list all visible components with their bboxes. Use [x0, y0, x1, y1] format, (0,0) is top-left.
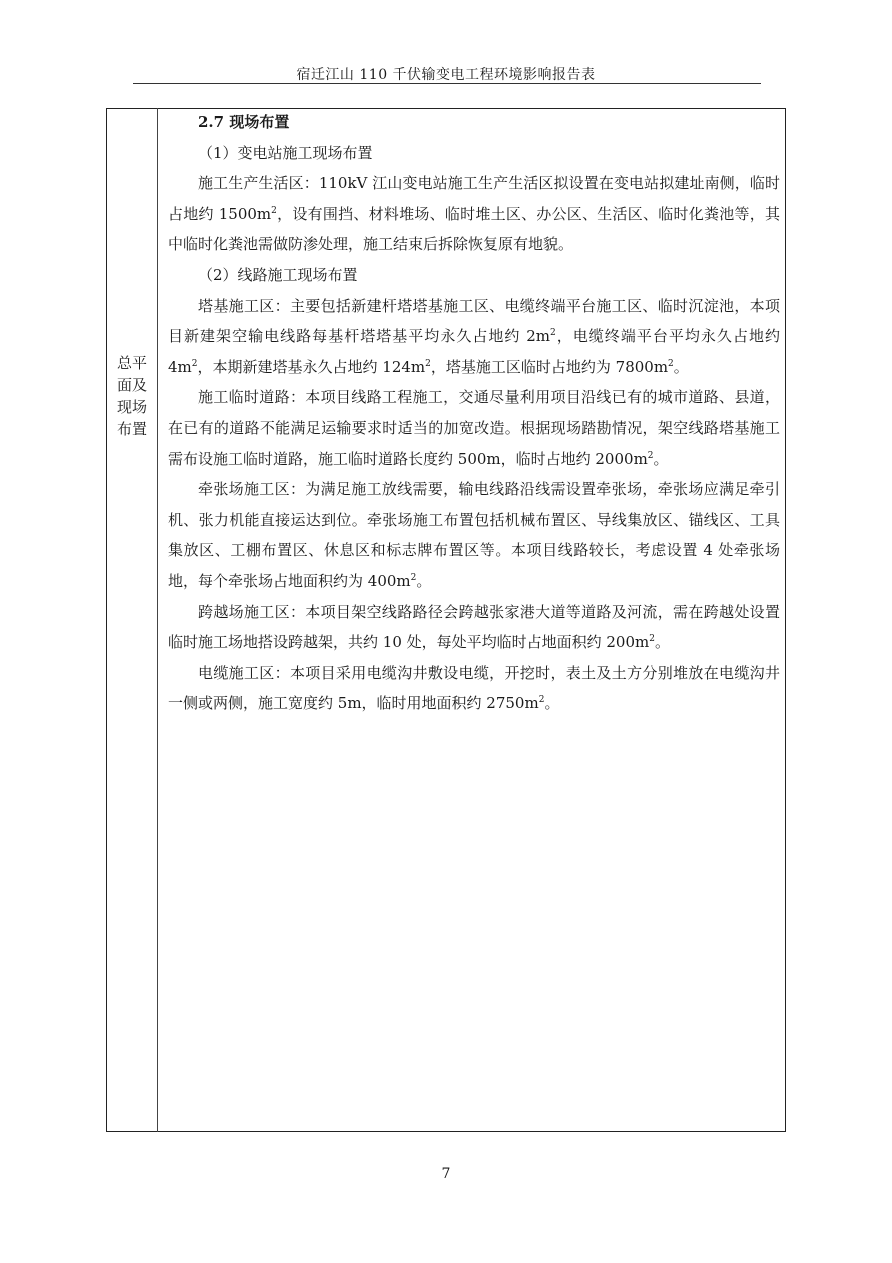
paragraph-stringing-field: 牵张场施工区：为满足施工放线需要，输电线路沿线需设置牵张场，牵张场应满足牵引机、张力机能直接运达到位。牵张场施工布置包括机械布置区、导线集放区、锚线区、工具集放区、工棚布置区、休息区和标志牌布置区等。本项目线路较长，考虑设置 4 处牵张场地，每个牵张场占地面积约为 $400m^2$。: [168, 480, 780, 590]
row-label-line: 布置: [116, 420, 147, 438]
paragraph-temporary-road: 施工临时道路：本项目线路工程施工，交通尽量利用项目沿线已有的城市道路、县道，在已有的道路不能满足运输要求时适当的加宽改造。根据现场踏勘情况，架空线路塔基施工需布设施工临时道路，施工临时道路长度约 500m，临时占地约 $2000m^2$。: [168, 388, 780, 468]
row-label-line: 现场: [116, 398, 147, 416]
page-number: 7: [441, 1166, 451, 1182]
subsection-heading: （2）线路施工现场布置: [198, 265, 358, 284]
paragraph-construction-living-area: 施工生产生活区：110kV 江山变电站施工生产生活区拟设置在变电站拟建址南侧，临时占地约 $1500m^2$，设有围挡、材料堆场、临时堆土区、办公区、生活区、临时化粪池等，其中临时化粪池需做防渗处理，施工结束后拆除恢复原有地貌。: [168, 174, 780, 254]
document-header-title: 宿迁江山 110 千伏输变电工程环境影响报告表: [296, 67, 596, 83]
row-label-line: 面及: [116, 376, 147, 394]
header-rule: [133, 83, 761, 84]
paragraph-crossing-field: 跨越场施工区：本项目架空线路路径会跨越张家港大道等道路及河流，需在跨越处设置临时施工场地搭设跨越架，共约 10 处，每处平均临时占地面积约 $200m^2$。: [168, 602, 780, 652]
paragraph-cable-construction-area: 电缆施工区：本项目采用电缆沟井敷设电缆，开挖时，表土及土方分别堆放在电缆沟井一侧或两侧，施工宽度约 5m，临时用地面积约 $2750m^2$。: [168, 663, 780, 713]
table-content-cell: [168, 107, 780, 719]
column-divider: [157, 108, 158, 1132]
subsection-heading: （1）变电站施工现场布置: [198, 143, 373, 162]
paragraph-tower-foundation-area: 塔基施工区：主要包括新建杆塔塔基施工区、电缆终端平台施工区、临时沉淀池，本项目新建架空输电线路每基杆塔塔基平均永久占地约 $2m^2$，电缆终端平台平均永久占地约 $4m^2$，本期新建塔基永久占地约 $124m^2$，塔基施工区临时占地约为 $7800m^2$。: [168, 296, 780, 376]
row-label-line: 总平: [116, 354, 147, 372]
section-heading: 2.7 现场布置: [198, 113, 290, 131]
table-row-label: [110, 352, 154, 440]
